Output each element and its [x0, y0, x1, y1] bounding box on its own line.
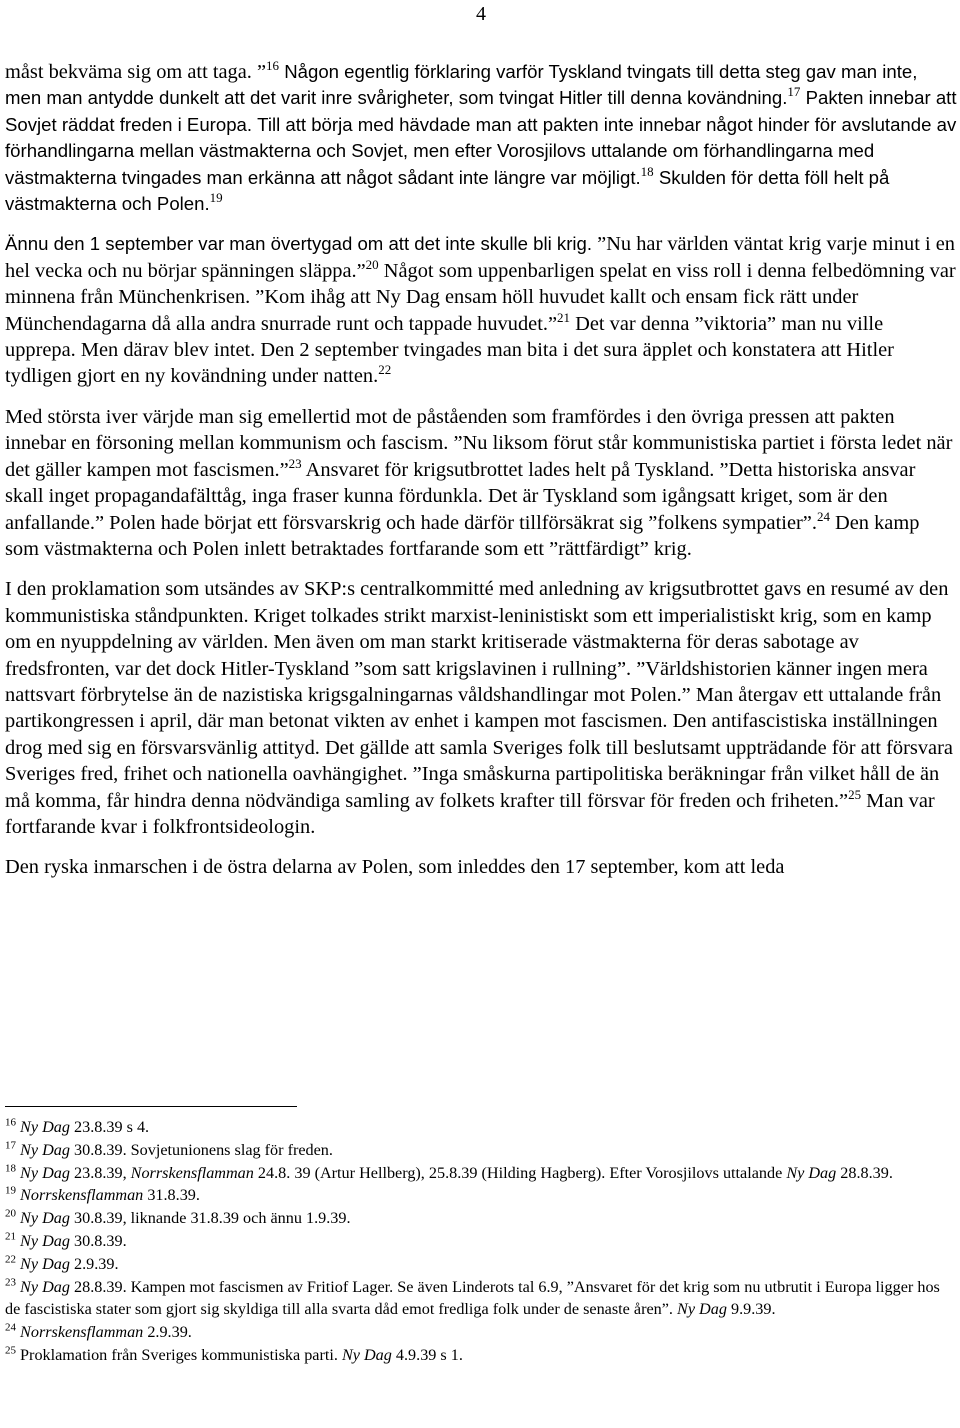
text-segment: 4.9.39 s 1.	[391, 1345, 463, 1364]
footnote-ref: 22	[378, 362, 392, 378]
footnote	[5, 1276, 957, 1322]
italic-text: Ny Dag	[786, 1163, 837, 1182]
text-segment: Något som uppenbarligen spelat en viss roll i denna felbedömning var minnena från Münchenkrisen. ”Kom ihåg att Ny Dag ensam höll huvudet kallt och ensam fick rätt under Münchendagarna då alla andra snurrade runt och tappade huvudet.”	[5, 259, 956, 335]
italic-text: Ny Dag	[20, 1209, 70, 1228]
italic-text: Ny Dag	[20, 1231, 70, 1250]
paragraph	[5, 576, 957, 840]
text-segment: Pakten innebar att Sovjet räddat freden i Europa.	[5, 87, 957, 135]
text-segment: 31.8.39.	[143, 1186, 200, 1205]
text-segment: Med största iver värjde man sig emellertid mot de påståenden som framfördes i den övriga pressen att pakten innebar en försoning mellan kommunism och fascism. ”Nu liksom förut står kommunistiska partiet i första ledet när det gäller kampen mot fascismen.”	[5, 405, 953, 481]
footnote	[5, 1184, 957, 1207]
text-segment: 28.8.39. Kampen mot fascismen av Fritiof Lager. Se även Linderots tal 6.9, ”Ansvaret för det krig som nu utbrutit i Europa ligger hos de fascistiska stater som gjort sig skyldiga till alla svarta dåd emot fredliga folk under de senaste åren”.	[5, 1277, 940, 1319]
footnote	[5, 1116, 957, 1139]
text-segment: måst bekväma sig om att taga. ”	[5, 61, 267, 83]
text-segment: 2.9.39.	[69, 1254, 119, 1273]
paragraph	[5, 404, 957, 562]
italic-text: Ny Dag	[20, 1163, 70, 1182]
footnote	[5, 1162, 957, 1185]
text-segment: Ansvaret för krigsutbrottet lades helt på Tyskland. ”Detta historiska ansvar skall inget propagandafälttåg, inga fraser kunna fördunkla. Det är Tyskland som igångsatt kriget, som är den anfallande.” Polen hade börjat ett försvarskrig och hade därför tillförsäkrat sig ”folkens sympatier”.	[5, 458, 916, 534]
footnote-ref: 18	[640, 163, 654, 179]
footnote-ref: 17	[787, 84, 801, 100]
footnote	[5, 1230, 957, 1253]
footnote-number: 16	[5, 1116, 16, 1129]
italic-text: Norrskensflamman	[20, 1186, 144, 1205]
text-segment: 23.8.39 s 4.	[69, 1118, 150, 1136]
text-segment: 2.9.39.	[143, 1323, 192, 1342]
body-text	[5, 59, 957, 895]
footnote-ref: 16	[266, 58, 280, 74]
footnotes	[5, 1116, 957, 1367]
italic-text: Ny Dag	[20, 1140, 70, 1159]
text-segment: 24.8. 39 (Artur Hellberg), 25.8.39 (Hilding Hagberg). Efter Vorosjilovs uttalande	[253, 1163, 787, 1182]
text-segment: Man var fortfarande kvar i folkfrontsideologin.	[5, 789, 935, 838]
footnote-number: 24	[5, 1321, 16, 1334]
text-segment: 30.8.39, liknande 31.8.39 och ännu 1.9.39.	[69, 1209, 351, 1228]
text-segment: Proklamation från Sveriges kommunistiska parti.	[20, 1345, 342, 1364]
footnote-ref: 21	[557, 309, 571, 325]
footnote	[5, 1139, 957, 1162]
page-number: 4	[476, 3, 486, 25]
footnote-number: 18	[5, 1162, 16, 1175]
text-segment: Den ryska inmarschen i de östra delarna av Polen, som inleddes den 17 september, kom att leda	[5, 856, 785, 879]
text-segment: Till att börja med hävdade man att pakten inte innebar något hinder för avslutande av förhandlingarna mellan västmakterna och Sovjet, men efter Vorosjilovs uttalande om förhandlingarna med västmakterna tvingades man erkänna att något sådant inte längre var möjligt.	[5, 113, 957, 188]
text-segment: Ännu den 1 september var man övertygad om att det inte skulle bli krig.	[5, 233, 593, 255]
footnote	[5, 1207, 957, 1230]
footnote	[5, 1321, 957, 1344]
footnote-ref: 19	[209, 190, 223, 206]
footnote	[5, 1253, 957, 1276]
footnote-ref: 23	[288, 455, 302, 471]
italic-text: Ny Dag	[20, 1277, 70, 1296]
text-segment: 9.9.39.	[726, 1300, 776, 1319]
text-segment: Det var denna ”viktoria” man nu ville upprepa. Men därav blev intet. Den 2 september tvingades man bita i det sura äpplet och konstatera att Hitler tydligen gjort en ny kovändning under natten.	[5, 312, 894, 388]
text-segment: 28.8.39.	[836, 1163, 893, 1182]
text-segment: I den proklamation som utsändes av SKP:s centralkommitté med anledning av krigsutbrottet gavs en resumé av den kommunistiska ståndpunkten. Kriget tolkades strikt marxist-leninistiskt som ett imperialistiskt krig, som en kamp om en nyuppdelning av världen. Men även om man starkt kritiserade västmakterna för deras sabotage av fredsfronten, var det dock Hitler-Tyskland ”som satt krigslavinen i rullning”. ”Världshistorien känner ingen mera nattsvart förbrytelse än de nazistiska krigsgalningarnas våldshandlingar mot Polen.” Man återgav ett uttalande från partikongressen i april, där man betonat vikten av enhet i kampen mot fascismen. Den antifascistiska inställningen drog med sig en försvarsvänlig attityd. Det gällde att samla Sveriges folk till beslutsamt uppträdande för att försvara Sveriges fred, frihet och nationella oavhängighet. ”Inga småskurna partipolitiska beräkningar från vilket håll de än må komma, får hindra denna nödvändiga samling av folkets krafter till försvar för freden och friheten.”	[5, 578, 953, 812]
footnote-ref: 24	[816, 508, 830, 524]
text-segment: Någon egentlig förklaring varför Tyskland tvingats till detta steg gav man inte, men man antydde dunkelt att det varit inre svårigheter, som tvingat Hitler till denna kovändning.	[5, 61, 918, 109]
italic-text: Ny Dag	[341, 1345, 392, 1364]
text-segment: Skulden för detta föll helt på västmakterna och Polen.	[5, 166, 890, 215]
footnote-number: 17	[5, 1139, 16, 1152]
footnote-number: 21	[5, 1230, 16, 1243]
footnote-separator	[5, 1106, 297, 1107]
italic-text: Norrskensflamman	[20, 1323, 144, 1342]
footnote-number: 23	[5, 1276, 16, 1289]
text-segment: Den kamp som västmakterna och Polen inlett betraktades fortfarande som ett ”rättfärdigt” krig.	[5, 511, 920, 560]
italic-text: Ny Dag	[20, 1118, 70, 1136]
footnote-number: 22	[5, 1253, 16, 1266]
footnote-ref: 20	[365, 257, 379, 273]
footnote-ref: 25	[848, 786, 862, 802]
text-segment: 30.8.39. Sovjetunionens slag för freden.	[69, 1140, 333, 1159]
footnote-number: 20	[5, 1207, 16, 1220]
footnote-number: 19	[5, 1185, 16, 1197]
italic-text: Ny Dag	[677, 1300, 727, 1319]
text-segment: ”Nu har världen väntat krig varje minut i en hel vecka och nu börjar spänningen släppa.”	[5, 233, 955, 282]
paragraph	[5, 59, 957, 217]
text-segment: 23.8.39,	[69, 1163, 131, 1182]
italic-text: Ny Dag	[20, 1254, 70, 1273]
footnote-number: 25	[5, 1344, 16, 1357]
paragraph	[5, 231, 957, 389]
text-segment: 30.8.39.	[69, 1231, 127, 1250]
italic-text: Norrskensflamman	[130, 1163, 254, 1182]
paragraph	[5, 854, 957, 880]
footnote	[5, 1344, 957, 1367]
